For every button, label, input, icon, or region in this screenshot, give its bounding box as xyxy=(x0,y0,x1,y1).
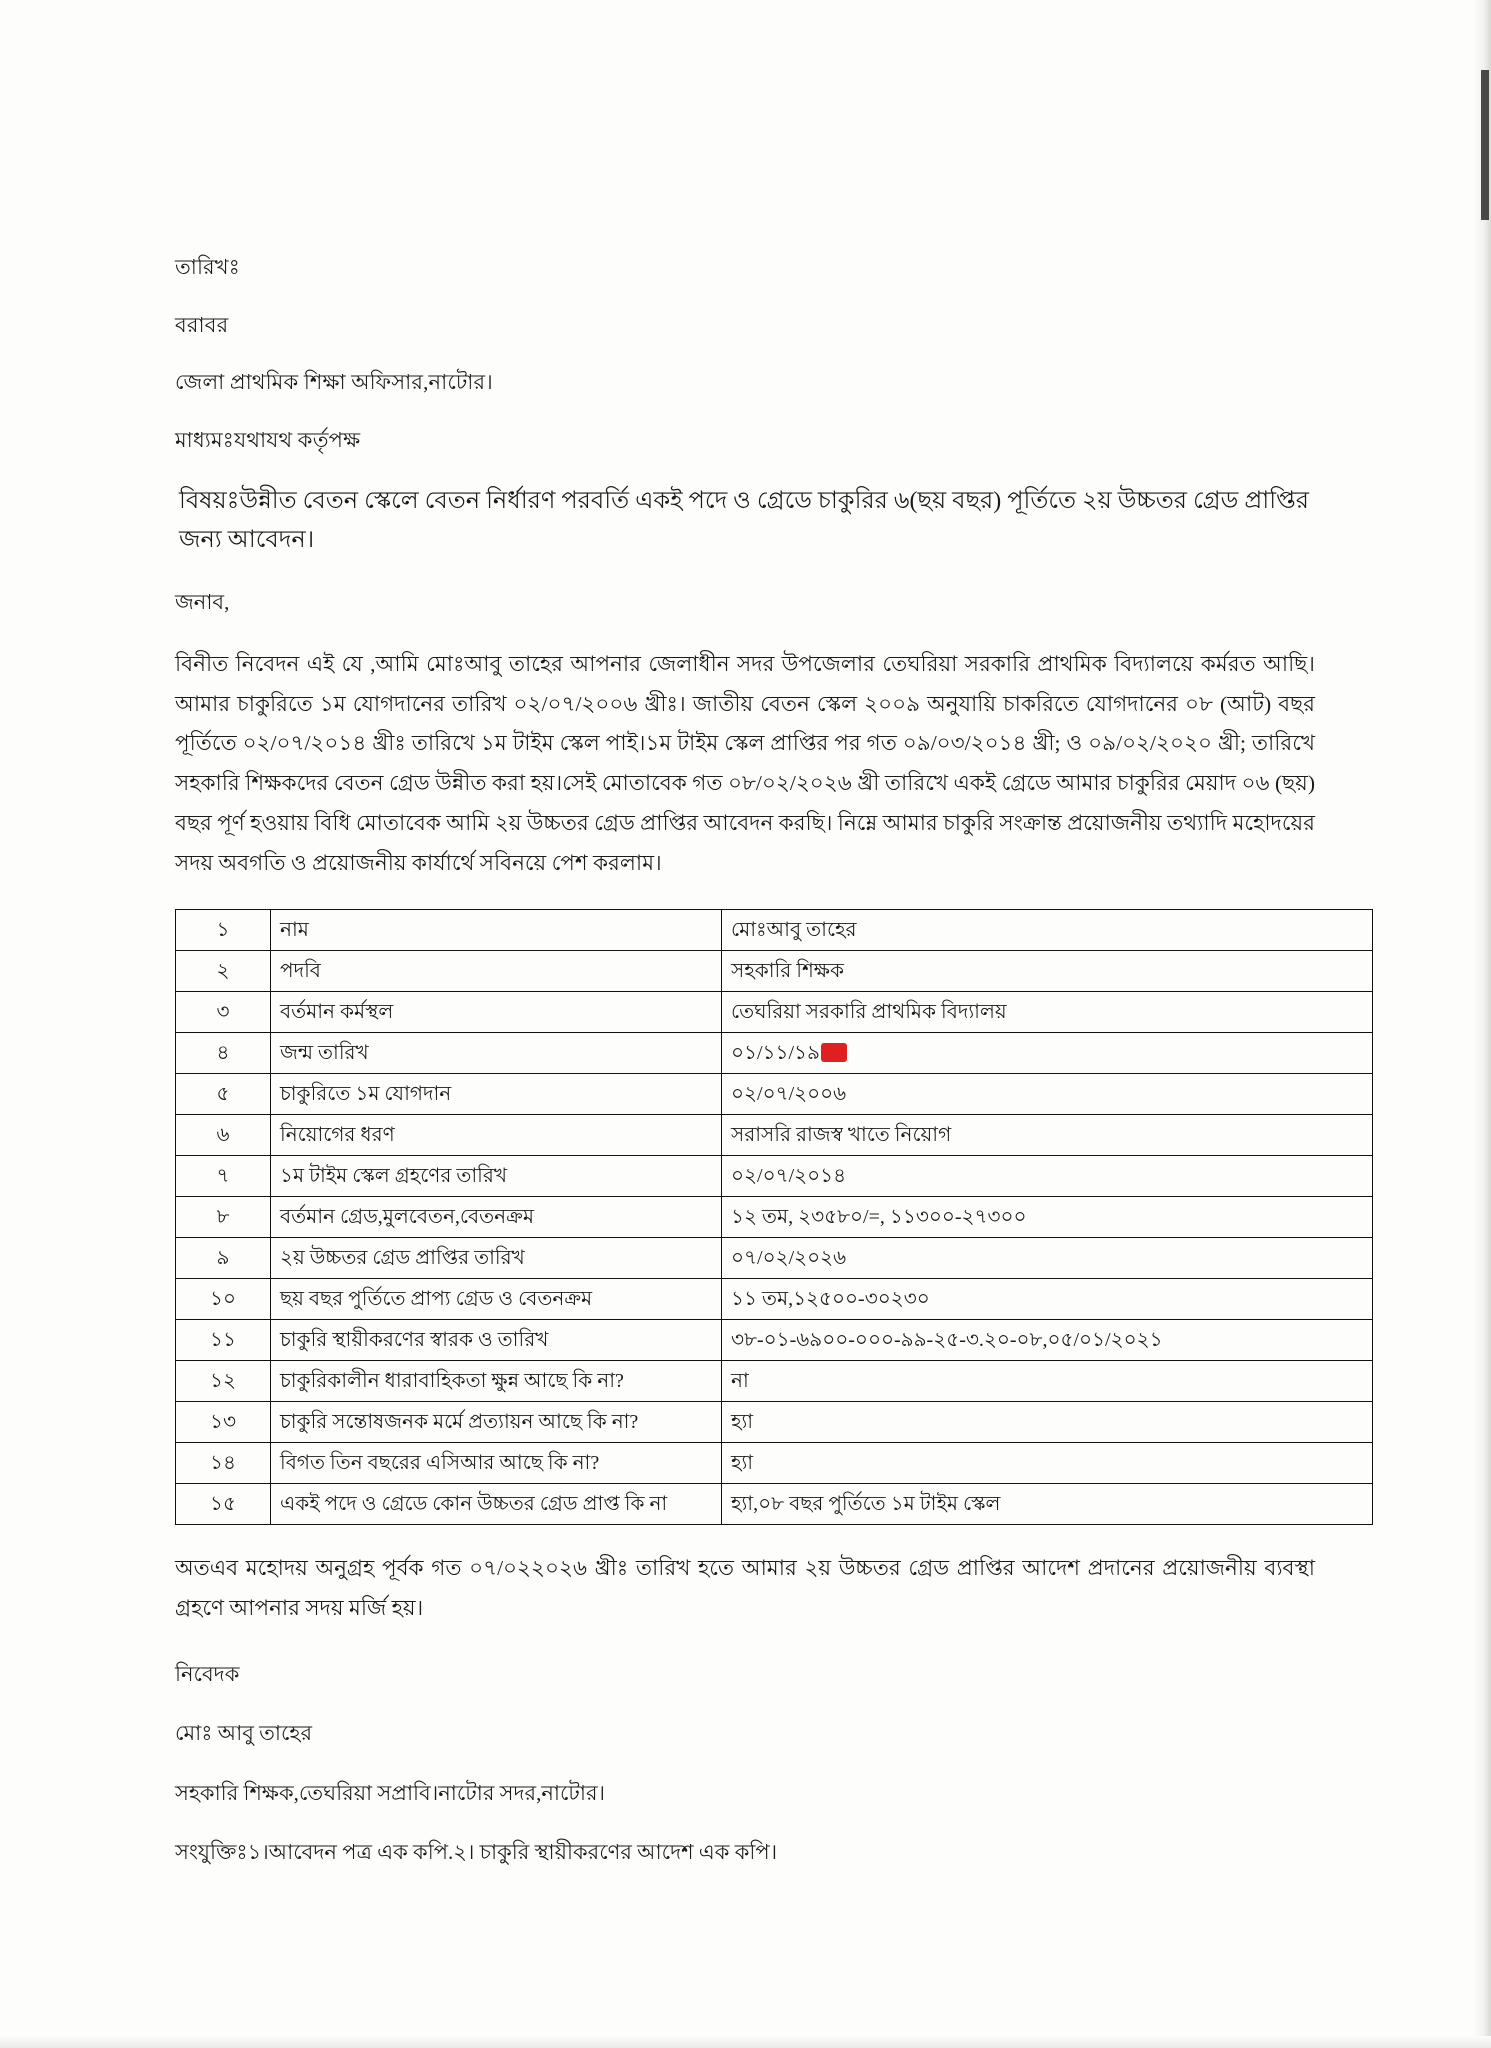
row-label: বর্তমান গ্রেড,মুলবেতন,বেতনক্রম xyxy=(271,1197,722,1238)
to-label: বরাবর xyxy=(175,312,229,337)
row-value-redacted xyxy=(722,1033,1373,1074)
row-label: নিয়োগের ধরণ xyxy=(271,1115,722,1156)
row-label: চাকুরিতে ১ম যোগদান xyxy=(271,1074,722,1115)
row-label: জন্ম তারিখ xyxy=(271,1033,722,1074)
row-serial: ১১ xyxy=(176,1320,271,1361)
row-serial: ৮ xyxy=(176,1197,271,1238)
table-row xyxy=(176,951,1373,992)
table-row xyxy=(176,1279,1373,1320)
applicant-label: নিবেদক xyxy=(175,1661,240,1686)
row-value: না xyxy=(722,1361,1373,1402)
table-row xyxy=(176,1402,1373,1443)
recipient-line: জেলা প্রাথমিক শিক্ষা অফিসার,নাটোর। xyxy=(175,370,494,394)
row-value: তেঘরিয়া সরকারি প্রাথমিক বিদ্যালয় xyxy=(722,992,1373,1033)
row-label: চাকুরি স্থায়ীকরণের স্বারক ও তারিখ xyxy=(271,1320,722,1361)
table-row xyxy=(176,1320,1373,1361)
applicant-designation: সহকারি শিক্ষক,তেঘরিয়া সপ্রাবি।নাটোর সদর,নাটোর। xyxy=(175,1780,606,1805)
table-row xyxy=(176,1115,1373,1156)
table-row xyxy=(176,1156,1373,1197)
row-label: ছয় বছর পুর্তিতে প্রাপ্য গ্রেড ও বেতনক্রম xyxy=(271,1279,722,1320)
row-value: হ্যা,০৮ বছর পুর্তিতে ১ম টাইম স্কেল xyxy=(722,1484,1373,1525)
table-row xyxy=(176,1197,1373,1238)
row-serial: ২ xyxy=(176,951,271,992)
row-value: মোঃআবু তাহের xyxy=(722,910,1373,951)
closing-paragraph: অতএব মহোদয় অনুগ্রহ পূর্বক গত ০৭/০২২০২৬ খ্রীঃ তারিখ হতে আমার ২য় উচ্চতর গ্রেড প্রাপ্তির আদেশ প্রদানের প্রয়োজনীয় ব্যবস্থা গ্রহণে আপনার সদয় মর্জি হয়। xyxy=(175,1556,1315,1621)
row-value: ০৭/০২/২০২৬ xyxy=(722,1238,1373,1279)
letter-content xyxy=(175,252,1315,1869)
row-label: নাম xyxy=(271,910,722,951)
information-table xyxy=(175,909,1373,1525)
row-serial: ১৪ xyxy=(176,1443,271,1484)
attachments-line: সংযুক্তিঃ১।আবেদন পত্র এক কপি.২। চাকুরি স্থায়ীকরণের আদেশ এক কপি। xyxy=(175,1840,778,1865)
row-value: সরাসরি রাজস্ব খাতে নিয়োগ xyxy=(722,1115,1373,1156)
row-serial: ৭ xyxy=(176,1156,271,1197)
row-label: একই পদে ও গ্রেডে কোন উচ্চতর গ্রেড প্রাপ্ত কি না xyxy=(271,1484,722,1525)
table-row xyxy=(176,1033,1373,1074)
row-label: ২য় উচ্চতর গ্রেড প্রাপ্তির তারিখ xyxy=(271,1238,722,1279)
table-row xyxy=(176,992,1373,1033)
row-serial: ৪ xyxy=(176,1033,271,1074)
date-label: তারিখঃ xyxy=(175,255,240,279)
row-serial: ১০ xyxy=(176,1279,271,1320)
birth-date-value: ০১/১১/১৯ xyxy=(731,1041,821,1064)
row-value: ১২ তম, ২৩৫৮০/=, ১১৩০০-২৭৩০০ xyxy=(722,1197,1373,1238)
scan-artifact-mark xyxy=(1481,70,1489,220)
row-value: ১১ তম,১২৫০০-৩০২৩০ xyxy=(722,1279,1373,1320)
table-row xyxy=(176,1484,1373,1525)
row-value: হ্যা xyxy=(722,1443,1373,1484)
row-value: ০২/০৭/২০১৪ xyxy=(722,1156,1373,1197)
row-serial: ৯ xyxy=(176,1238,271,1279)
row-serial: ১ xyxy=(176,910,271,951)
row-value: সহকারি শিক্ষক xyxy=(722,951,1373,992)
row-serial: ১৩ xyxy=(176,1402,271,1443)
table-row xyxy=(176,1443,1373,1484)
row-label: পদবি xyxy=(271,951,722,992)
row-value: ৩৮-০১-৬৯০০-০০০-৯৯-২৫-৩.২০-০৮,০৫/০১/২০২১ xyxy=(722,1320,1373,1361)
subject-line: বিষয়ঃউন্নীত বেতন স্কেলে বেতন নির্ধারণ পরবর্তি একই পদে ও গ্রেডে চাকুরির ৬(ছয় বছর) পূর্তিতে ২য় উচ্চতর গ্রেড প্রাপ্তির জন্য আবেদন। xyxy=(179,488,1309,553)
table-row xyxy=(176,1074,1373,1115)
table-body xyxy=(176,910,1373,1525)
row-serial: ১৫ xyxy=(176,1484,271,1525)
row-label: বিগত তিন বছরের এসিআর আছে কি না? xyxy=(271,1443,722,1484)
row-serial: ৩ xyxy=(176,992,271,1033)
row-serial: ১২ xyxy=(176,1361,271,1402)
through-line: মাধ্যমঃযথাযথ কর্তৃপক্ষ xyxy=(175,427,361,452)
redaction-mark xyxy=(821,1043,847,1062)
row-label: ১ম টাইম স্কেল গ্রহণের তারিখ xyxy=(271,1156,722,1197)
table-row xyxy=(176,910,1373,951)
scan-edge-bottom-shadow xyxy=(0,2036,1491,2048)
salutation: জনাব, xyxy=(175,589,230,614)
row-label: বর্তমান কর্মস্থল xyxy=(271,992,722,1033)
row-serial: ৬ xyxy=(176,1115,271,1156)
row-value: হ্যা xyxy=(722,1402,1373,1443)
row-value: ০২/০৭/২০০৬ xyxy=(722,1074,1373,1115)
row-label: চাকুরিকালীন ধারাবাহিকতা ক্ষুন্ন আছে কি না? xyxy=(271,1361,722,1402)
row-label: চাকুরি সন্তোষজনক মর্মে প্রত্যায়ন আছে কি না? xyxy=(271,1402,722,1443)
table-row xyxy=(176,1361,1373,1402)
body-paragraph: বিনীত নিবেদন এই যে ,আমি মোঃআবু তাহের আপনার জেলাধীন সদর উপজেলার তেঘরিয়া সরকারি প্রাথমিক বিদ্যালয়ে কর্মরত আছি।আমার চাকুরিতে ১ম যোগদানের তারিখ ০২/০৭/২০০৬ খ্রীঃ। জাতীয় বেতন স্কেল ২০০৯ অনুযায়ি চাকরিতে যোগদানের ০৮ (আট) বছর পূর্তিতে ০২/০৭/২০১৪ খ্রীঃ তারিখে ১ম টাইম স্কেল পাই।১ম টাইম স্কেল প্রাপ্তির পর গত ০৯/০৩/২০১৪ খ্রী; ও ০৯/০২/২০২০ খ্রী; তারিখে সহকারি শিক্ষকদের বেতন গ্রেড উন্নীত করা হয়।সেই মোতাবেক গত ০৮/০২/২০২৬ খ্রী তারিখে একই গ্রেডে আমার চাকুরির মেয়াদ ০৬ (ছয়) বছর পূর্ণ হওয়ায় বিধি মোতাবেক আমি ২য় উচ্চতর গ্রেড প্রাপ্তির আবেদন করছি। নিম্নে আমার চাকুরি সংক্রান্ত প্রয়োজনীয় তথ্যাদি মহোদয়ের সদয় অবগতি ও প্রয়োজনীয় কার্যার্থে সবিনয়ে পেশ করলাম। xyxy=(175,651,1315,875)
scan-edge-shadow xyxy=(1473,0,1491,2048)
table-row xyxy=(176,1238,1373,1279)
applicant-name: মোঃ আবু তাহের xyxy=(175,1721,313,1746)
row-serial: ৫ xyxy=(176,1074,271,1115)
